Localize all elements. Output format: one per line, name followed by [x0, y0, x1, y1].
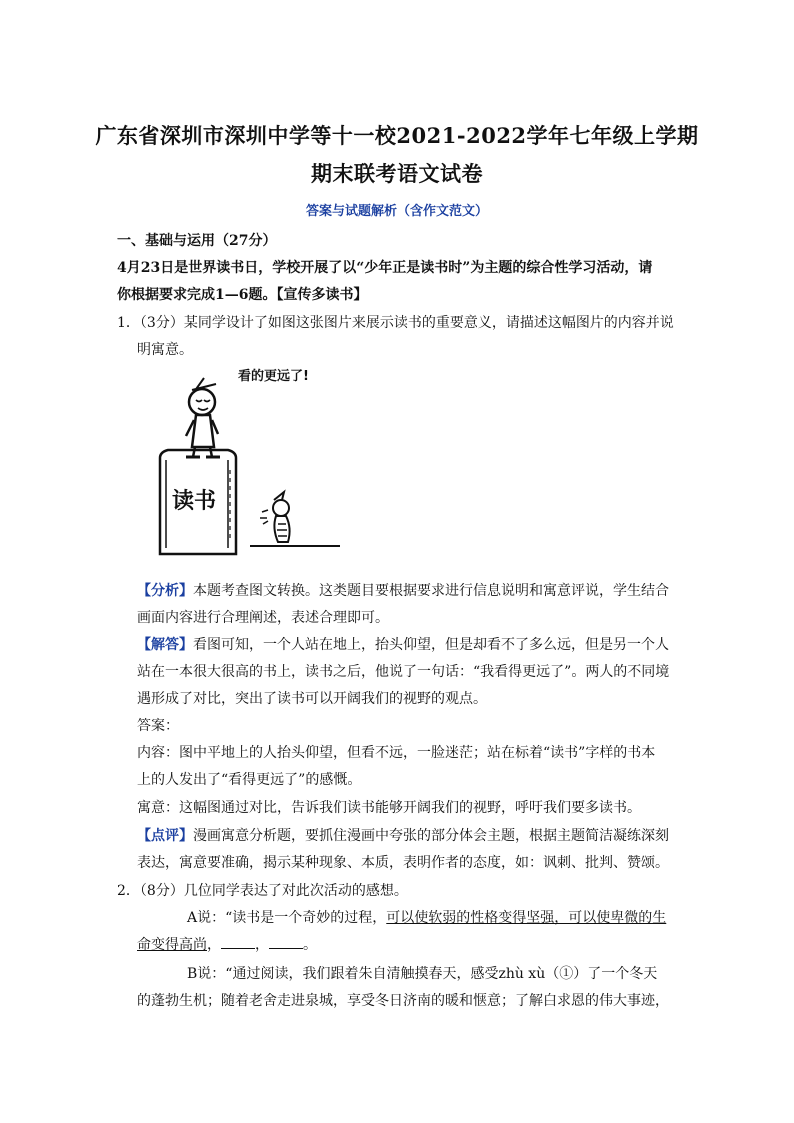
cartoon-illustration — [150, 360, 340, 565]
comment-line-1 — [137, 825, 669, 845]
statement-b-line-1: B说：“通过阅读，我们跟着朱自清触摸春天，感受zhù xù（①）了一个冬天 — [187, 966, 658, 982]
statement-a-comma: ， — [207, 937, 221, 953]
answer-blank-2[interactable] — [269, 934, 303, 949]
solution-line-1 — [137, 634, 669, 654]
exam-title-line2: 期末联考语文试卷 — [311, 161, 483, 186]
statement-a-line-2 — [137, 934, 317, 954]
solution-line-2: 站在一本很大很高的书上，读书之后，他说了一句话：“我看得更远了”。两人的不同境 — [137, 664, 670, 680]
analysis-line-2: 画面内容进行合理阐述，表述合理即可。 — [137, 610, 389, 626]
exam-title-line1: 广东省深圳市深圳中学等十一校2021-2022学年七年级上学期 — [95, 123, 699, 148]
comment-text: 漫画寓意分析题，要抓住漫画中夸张的部分体会主题，根据主题简洁凝练深刻 — [193, 828, 669, 844]
content-line-1: 内容：图中平地上的人抬头仰望，但看不远，一脸迷茫；站在标着“读书”字样的书本 — [137, 745, 656, 761]
content-line-2: 上的人发出了“看得更远了”的感慨。 — [137, 772, 362, 788]
comment-tag: 【点评】 — [137, 828, 193, 844]
cartoon-speech-text: 看的更远了! — [238, 369, 309, 384]
meaning-line: 寓意：这幅图通过对比，告诉我们读书能够开阔我们的视野，呼吁我们要多读书。 — [137, 800, 641, 816]
statement-a-prefix: A说：“读书是一个奇妙的过程， — [187, 910, 387, 926]
statement-a-end: 。 — [303, 937, 317, 953]
solution-line-3: 遇形成了对比，突出了读书可以开阔我们的视野的观点。 — [137, 691, 487, 707]
answer-subtitle: 答案与试题解析（含作文范文） — [305, 204, 488, 219]
comment-line-2: 表达，寓意要准确，揭示某种现象、本质，表明作者的态度，如：讽刺、批判、赞颂。 — [137, 855, 669, 871]
question-1-line-2: 明寓意。 — [137, 342, 193, 358]
analysis-tag: 【分析】 — [137, 583, 193, 599]
statement-a-line-1 — [187, 907, 666, 927]
answer-label: 答案： — [137, 718, 179, 734]
statement-a-underlined: 可以使软弱的性格变得坚强，可以使卑微的生 — [386, 910, 667, 926]
statement-a-separator: ， — [255, 937, 269, 953]
question-2-line-1: 2．（8分）几位同学表达了对此次活动的感想。 — [117, 883, 408, 899]
reading-cartoon-figure — [150, 360, 340, 565]
analysis-text: 本题考查图文转换。这类题目要根据要求进行信息说明和寓意评说，学生结合 — [193, 583, 669, 599]
cartoon-book-label: 读书 — [172, 489, 217, 514]
statement-b-line-2: 的蓬勃生机；随着老舍走进泉城，享受冬日济南的暖和惬意；了解白求恩的伟大事迹， — [137, 993, 669, 1009]
statement-a-underlined-2: 命变得高尚 — [137, 937, 207, 953]
section-heading: 一、基础与运用（27分） — [117, 233, 277, 249]
answer-blank-1[interactable] — [221, 934, 255, 949]
solution-tag: 【解答】 — [137, 637, 193, 653]
question-1-line-1: 1．（3分）某同学设计了如图这张图片来展示读书的重要意义，请描述这幅图片的内容并说 — [117, 315, 674, 331]
intro-line-2: 你根据要求完成1—6题。【宣传多读书】 — [117, 287, 368, 303]
intro-line-1: 4月23日是世界读书日，学校开展了以“少年正是读书时”为主题的综合性学习活动，请 — [117, 260, 653, 276]
solution-text: 看图可知，一个人站在地上，抬头仰望，但是却看不了多么远，但是另一个人 — [193, 637, 669, 653]
analysis-line-1 — [137, 580, 669, 600]
